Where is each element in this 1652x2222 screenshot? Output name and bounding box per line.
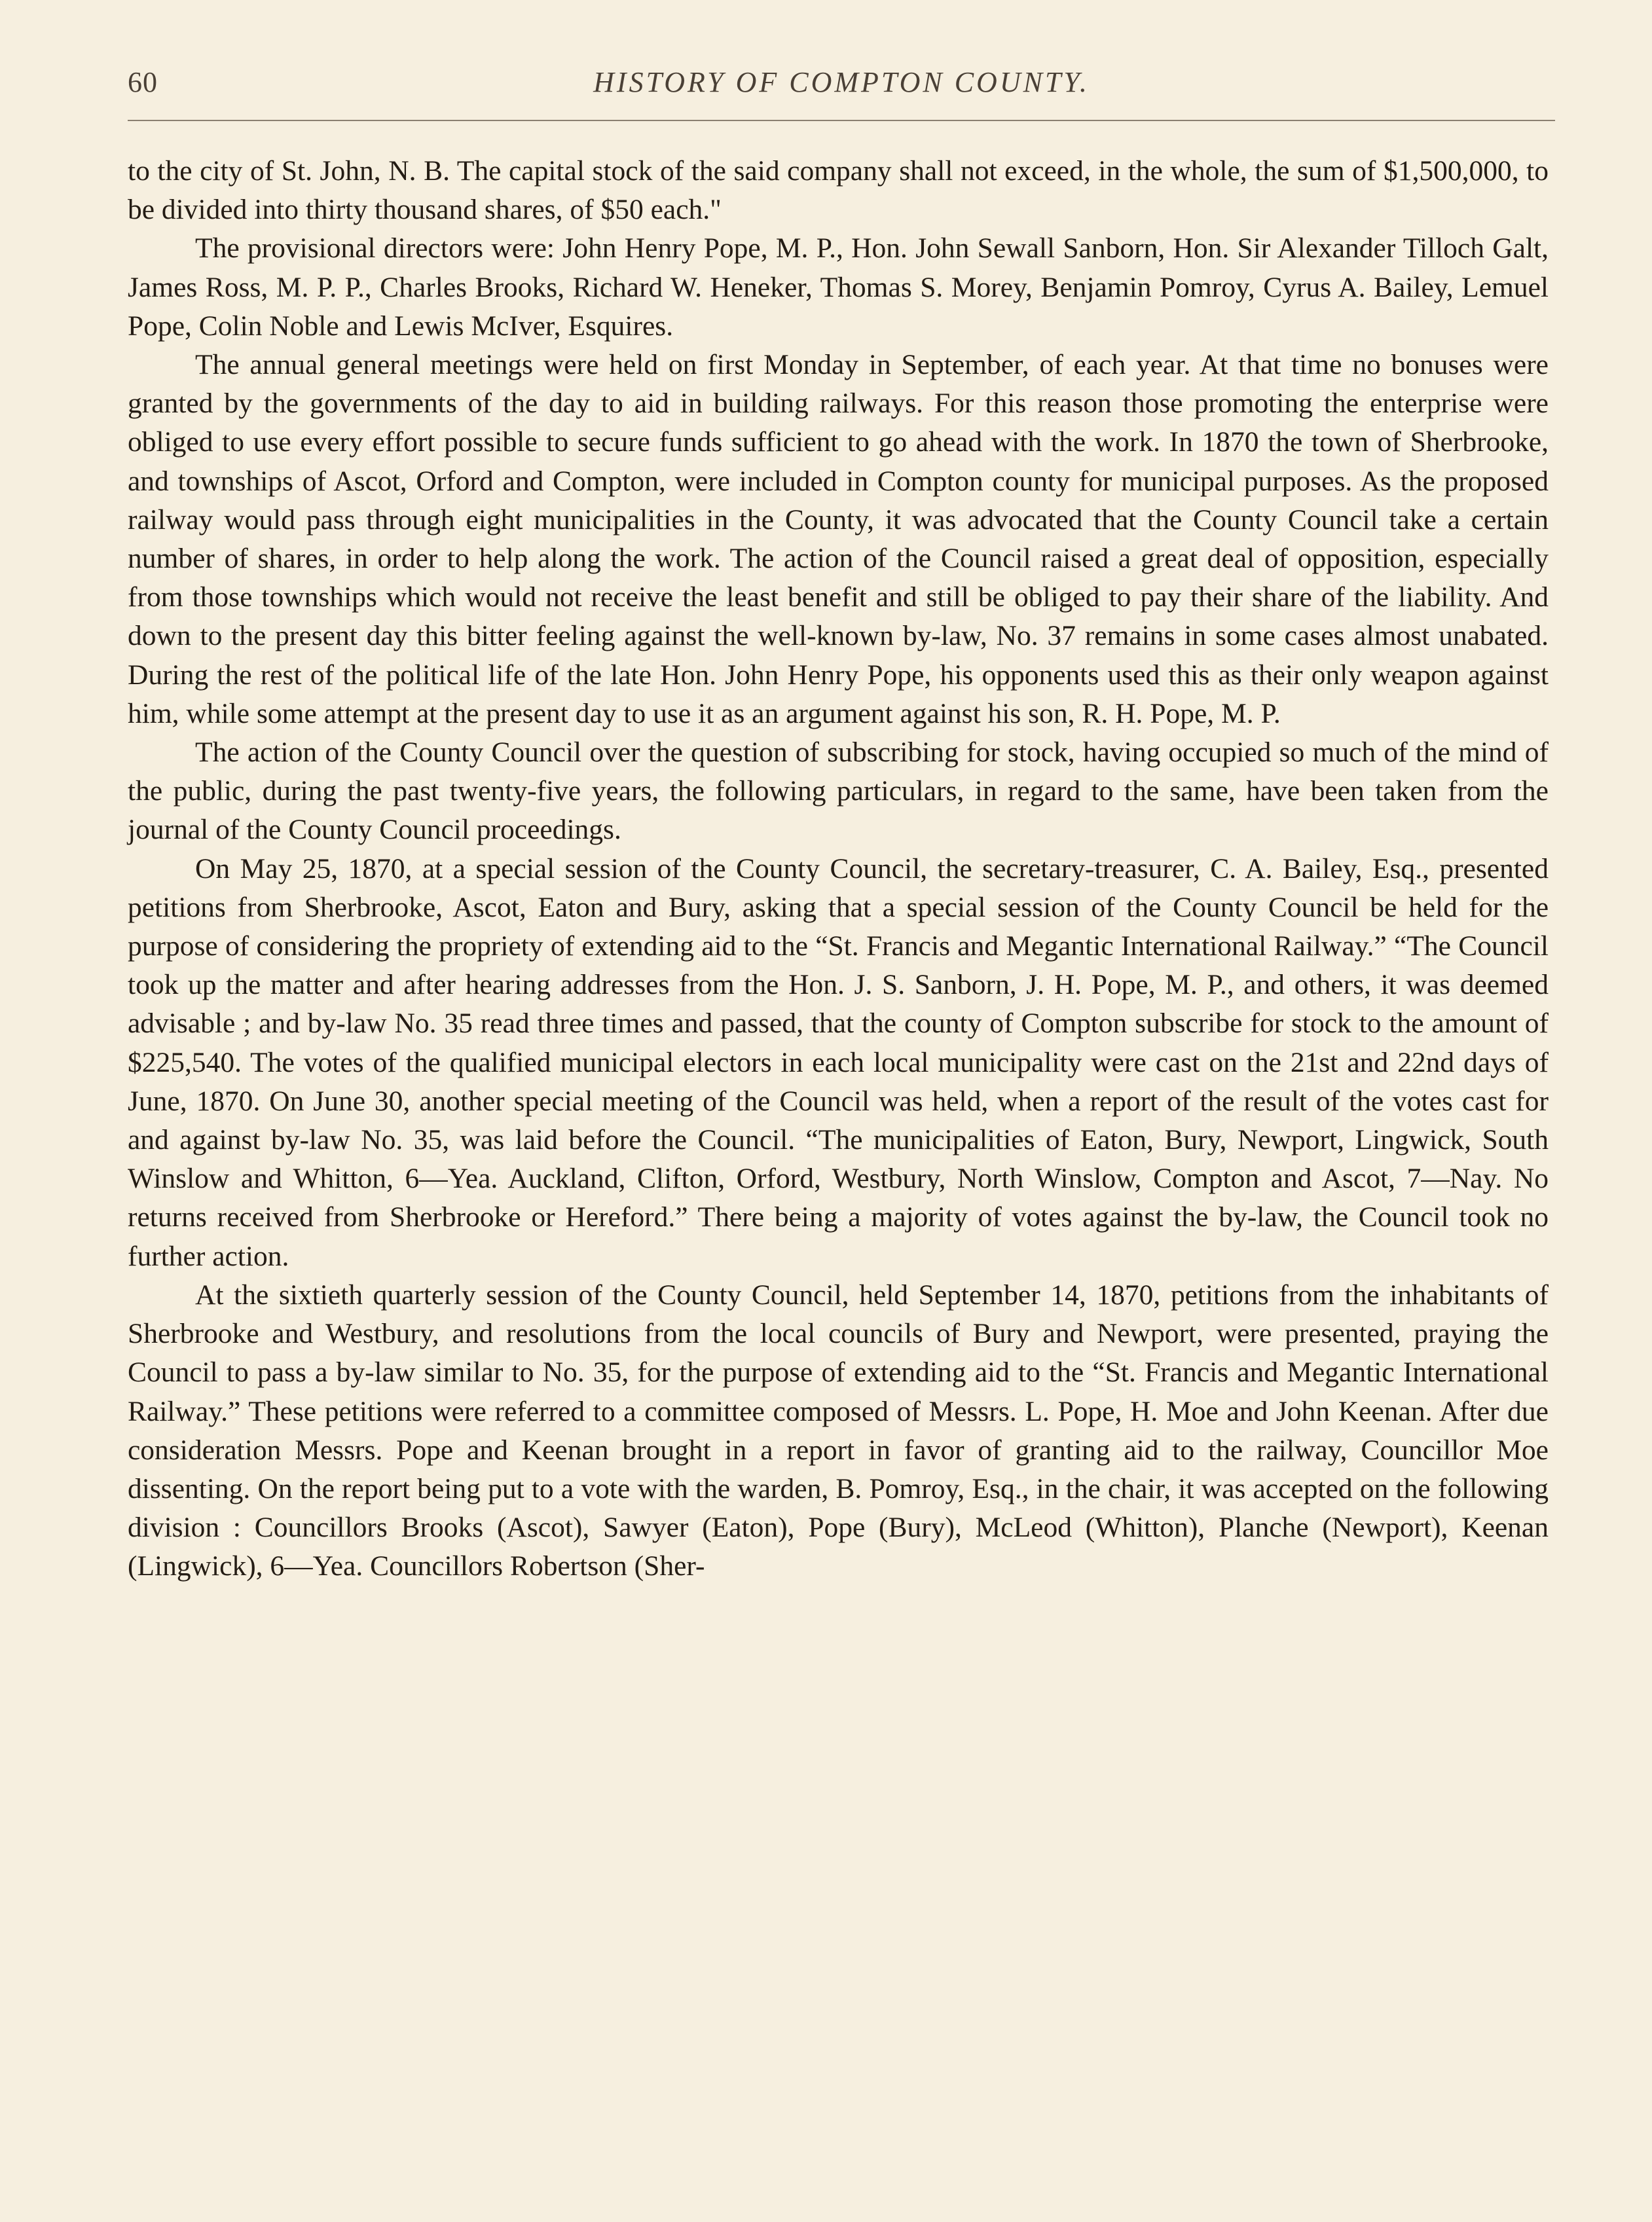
- paragraph: to the city of St. John, N. B. The capital stock of the said company shall not exceed, in the whole, the sum of $1,500,000, to be divided into thirty thousand shares, of $50 each.": [128, 155, 1549, 226]
- paragraph: The annual general meetings were held on first Monday in September, of each year. At that time no bonuses were granted by the governments of the day to aid in building railways. For this reason those promoting the enterprise were obliged to use every effort possible to secure funds sufficient to go ahead with the work. In 1870 the town of Sherbrooke, and townships of Ascot, Orford and Compton, were included in Compton county for municipal purposes. As the proposed railway would pass through eight municipalities in the County, it was advocated that the County Council take a certain number of shares, in order to help along the work. The action of the Council raised a great deal of opposition, especially from those townships which would not receive the least benefit and still be obliged to pay their share of the liability. And down to the present day this bitter feeling against the well-known by-law, No. 37 remains in some cases almost unabated. During the rest of the political life of the late Hon. John Henry Pope, his opponents used this as their only weapon against him, while some attempt at the present day to use it as an argument against his son, R. H. Pope, M. P.: [128, 349, 1549, 729]
- page-header: [128, 65, 1555, 105]
- paragraph: The provisional directors were: John Henry Pope, M. P., Hon. John Sewall Sanborn, Hon. Sir Alexander Tilloch Galt, James Ross, M. P. P., Charles Brooks, Richard W. Heneker, Thomas S. Morey, Benjamin Pomroy, Cyrus A. Bailey, Lemuel Pope, Colin Noble and Lewis McIver, Esquires.: [128, 232, 1549, 342]
- body-text: [128, 152, 1549, 1586]
- running-title: HISTORY OF COMPTON COUNTY.: [593, 66, 1090, 98]
- paragraph: The action of the County Council over the question of subscribing for stock, having occupied so much of the mind of the public, during the past twenty-five years, the following particulars, in regard to the same, have been taken from the journal of the County Council proceedings.: [128, 737, 1549, 846]
- page-number: 60: [128, 66, 158, 98]
- paragraph: At the sixtieth quarterly session of the County Council, held September 14, 1870, petitions from the inhabitants of Sherbrooke and Westbury, and resolutions from the local councils of Bury and Newport, were presented, praying the Council to pass a by-law similar to No. 35, for the purpose of extending aid to the “St. Francis and Megantic International Railway.” These petitions were referred to a committee composed of Messrs. L. Pope, H. Moe and John Keenan. After due consideration Messrs. Pope and Keenan brought in a report in favor of granting aid to the railway, Councillor Moe dissenting. On the report being put to a vote with the warden, B. Pomroy, Esq., in the chair, it was accepted on the following division : Councillors Brooks (Ascot), Sawyer (Eaton), Pope (Bury), McLeod (Whitton), Planche (Newport), Keenan (Lingwick), 6—Yea. Councillors Robertson (Sher-: [128, 1279, 1549, 1582]
- header-rule: [128, 120, 1555, 121]
- paragraph: On May 25, 1870, at a special session of the County Council, the secretary-treasurer, C. A. Bailey, Esq., presented petitions from Sherbrooke, Ascot, Eaton and Bury, asking that a special session of the County Council be held for the purpose of considering the propriety of extending aid to the “St. Francis and Megantic International Railway.” “The Council took up the matter and after hearing addresses from the Hon. J. S. Sanborn, J. H. Pope, M. P., and others, it was deemed advisable ; and by-law No. 35 read three times and passed, that the county of Compton subscribe for stock to the amount of $225,540. The votes of the qualified municipal electors in each local municipality were cast on the 21st and 22nd days of June, 1870. On June 30, another special meeting of the Council was held, when a report of the result of the votes cast for and against by-law No. 35, was laid before the Council. “The municipalities of Eaton, Bury, Newport, Lingwick, South Winslow and Whitton, 6—Yea. Auckland, Clifton, Orford, Westbury, North Winslow, Compton and Ascot, 7—Nay. No returns received from Sherbrooke or Hereford.” There being a majority of votes against the by-law, the Council took no further action.: [128, 852, 1549, 1272]
